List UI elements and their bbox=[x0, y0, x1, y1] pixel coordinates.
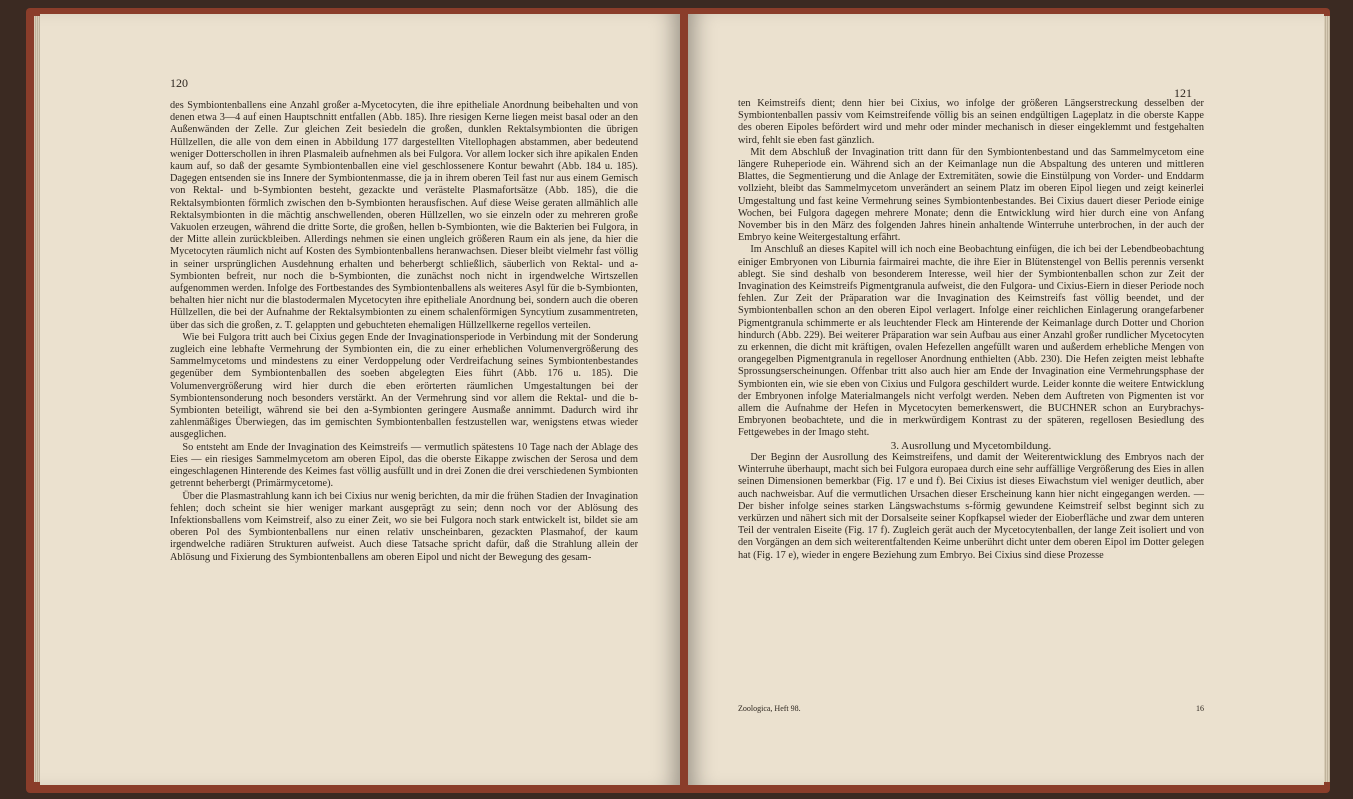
paragraph: Wie bei Fulgora tritt auch bei Cixius gegen Ende der Invaginationsperiode in Verbindung mit der Sonderung zugleich eine lebhafte Vermehrung der Symbionten ein, die zu einer erheblichen Volumenvergrößerung des Sammelmycetoms und mindestens zu einer Verdoppelung oder Verdreifachung seines Symbiontenbestandes gegenüber dem Symbiontenballen des soeben abgelegten Eies führt (Abb. 176 u. 185). Die Volumenvergrößerung wird hier durch die eben erörterten räumlichen Umgestaltungen bei der Symbiontensonderung noch besonders verstärkt. An der Vermehrung sind vor allem die Rektal- und die b-Symbionten beteiligt, während sie bei den a-Symbionten geringere Ausmaße annimmt. Dadurch wird ihr zahlenmäßiges Überwiegen, das im gemischten Symbiontenballen festzustellen war, wenigstens etwas wieder ausgeglichen. bbox=[170, 331, 638, 441]
page-number-left: 120 bbox=[170, 76, 188, 90]
footer-journal: Zoologica, Heft 98. bbox=[738, 704, 801, 713]
section-heading: 3. Ausrollung und Mycetombildung. bbox=[890, 439, 1052, 452]
paragraph: Über die Plasmastrahlung kann ich bei Cixius nur wenig berichten, da mir die frühen Stadien der Invagination fehlen; doch scheint sie hier weniger markant ausgeprägt zu sein; denn noch vor der Ablösung des Infektionsballens vom Keimstreif, also zu einer Zeit, wo sie bei Fulgora noch stark entwickelt ist, bildet sie am oberen Pol des Symbiontenballens nur einen relativ unscheinbaren, gezackten Plasmahof, der kaum irgendwelche radiären Strukturen aufweist. Auch diese Tatsache spricht dafür, daß die Strahlung allein der Ablösung und Fixierung des Symbiontenballens am oberen Eipol und nicht der Bewegung des gesam- bbox=[170, 490, 638, 563]
footer-signature: 16 bbox=[1196, 704, 1204, 713]
page-number-right: 121 bbox=[1174, 86, 1192, 100]
right-page-text bbox=[738, 98, 1204, 562]
paragraph: Im Anschluß an dieses Kapitel will ich noch eine Beobachtung einfügen, die ich bei der Lebendbeobachtung einiger Embryonen von Liburnia fairmairei machte, die ihre Eier in Blütenstengel von Bellis perennis versenkt ablegt. Sie sind deshalb von besonderem Interesse, weil hier der Symbiontenballen schon zur Zeit der Invagination des Keimstreifs Pigmentgranula aufweist, die den Fulgora- und Cixius-Eiern in dieser Periode noch fehlen. Zur Zeit der Präparation war die Invagination des Keimstreifs fast völlig beendet, und der Symbiontenballen schon an den oberen Eipol verlagert. Infolge einer reichlichen Einlagerung orangefarbener Pigmentgranula schimmerte er als leuchtender Fleck am Hinterende der Keimanlage durch Dotter und Chorion hindurch (Abb. 229). Bei weiterer Präparation war sein Aufbau aus einer Anzahl großer rundlicher Mycetocyten zu erkennen, die dicht mit kräftigen, ovalen Hefezellen angefüllt waren und außerdem erhebliche Mengen von orangegelben Pigmentgranula in regelloser Anordnung enthielten (Abb. 230). Die Hefen zeigten meist lebhafte Sprossungserscheinungen. Offenbar tritt also auch hier am Ende der Invagination eine Vermehrungsphase der Symbionten ein, wie sie eben von Cixius und Fulgora geschildert wurde. Leider konnte die weitere Entwicklung der Embryonen infolge Materialmangels nicht verfolgt werden. Neben dem Auftreten von Pigmenten ist vor allem die Aufnahme der Hefen in Mycetocyten bemerkenswert, die BUCHNER schon an Eurybrachys-Embryonen beobachtete, und die in merkwürdigem Kontrast zu der späteren, regellosen Besiedlung des Fettgewebes in der Imago steht. bbox=[738, 244, 1204, 439]
paragraph: Mit dem Abschluß der Invagination tritt dann für den Symbiontenbestand und das Sammelmycetom eine längere Ruheperiode ein. Während sich an der Keimanlage nun die Abspaltung des unteren und mittleren Blattes, die Segmentierung und die Anlage der Extremitäten, sowie die Einstülpung von Vorder- und Enddarm vollzieht, bleibt das Sammelmycetom unverändert an seinem Platz im oberen Eipol liegen und zeigt keinerlei Umgestaltung und fast keine Vermehrung seines Symbiontenbestandes. Bei Cixius dauert dieser Periode einige Wochen, bei Fulgora dagegen mehrere Monate; denn die Entwicklung wird hier durch eine von Anfang November bis in den März des folgenden Jahres hinein anhaltende Winterruhe unterbrochen, in der auch der Embryo keine Weitergestaltung erfährt. bbox=[738, 146, 1204, 244]
left-page bbox=[40, 14, 680, 785]
right-page bbox=[688, 14, 1324, 785]
paragraph: So entsteht am Ende der Invagination des Keimstreifs — vermutlich spätestens 10 Tage nach der Ablage des Eies — ein riesiges Sammelmycetom am oberen Eipol, das die oberste Eikappe zwischen der Serosa und dem eingeschlagenen Hinterende des Keimes fast völlig ausfüllt und in drei Zonen die drei verschiedenen Symbionten getrennt beherbergt (Primärmycetome). bbox=[170, 441, 638, 490]
paragraph: Der Beginn der Ausrollung des Keimstreifens, und damit der Weiterentwicklung des Embryos nach der Winterruhe überhaupt, macht sich bei Fulgora europaea durch eine sehr auffällige Vergrößerung des Eies in allen seinen Dimensionen bemerkbar (Fig. 17 e und f). Bei Cixius ist dieses Eiwachstum viel weniger deutlich, aber auch nachweisbar. Auf die vermutlichen Ursachen dieser Erscheinung kann hier nicht eingegangen werden. — Der bisher infolge seines starken Längswachstums s-förmig gewundene Keimstreif selbst beginnt sich zu verkürzen und nähert sich mit der Dorsalseite seiner Kopfkapsel wieder der Eioberfläche und zwar dem unteren Teil der ventralen Eiseite (Fig. 17 f). Zugleich gerät auch der Mycetocytenballen, der lange Zeit isoliert und von den Vorgängen an dem sich weiterentfaltenden Keime unberührt dicht unter dem oberen Eipol im Dotter gelegen hat (Fig. 17 e), wieder in engere Beziehung zum Embryo. Bei Cixius sind diese Prozesse bbox=[738, 451, 1204, 561]
paragraph: ten Keimstreifs dient; denn hier bei Cixius, wo infolge der größeren Längserstreckung desselben der Symbiontenballen passiv vom Keimstreifende völlig bis an seinen endgültigen Lageplatz in die oberste Kappe des oberen Eipoles befördert wird und mehr oder minder mechanisch in dieser eingeklemmt und festgehalten wird, fehlt sie eben fast gänzlich. bbox=[738, 98, 1204, 146]
paragraph: des Symbiontenballens eine Anzahl großer a-Mycetocyten, die ihre epitheliale Anordnung beibehalten und von denen etwa 3—4 auf einen Hauptschnitt entfallen (Abb. 185). Ihre riesigen Kerne liegen meist basal oder an den Außenwänden der Zelle. Zur gleichen Zeit besiedeln die großen, dunklen Rektalsymbionten die übrigen Hüllzellen, die alle von dem einen in Abbildung 177 dargestellten Vitellophagen abstammen, aber bedeutend weniger Dotterschollen in ihren Plasmaleib aufnehmen als bei Fulgora. Vor allem locker sich ihre apikalen Enden kaum auf, so daß der gesamte Symbiontenballen eine viel geschlossenere Kontur bewahrt (Abb. 184 u. 185). Dagegen entsenden sie ins Innere der Symbiontenmasse, die ja in ihrem oberen Teil fast nur aus einem Gemisch von Rektal- und b-Symbionten besteht, gezackte und verästelte Plasmafortsätze (Abb. 185), die die Rektalsymbionten förmlich zwischen den b-Symbionten herausfischen. Auf diese Weise geraten allmählich alle Rektalsymbionten in die mächtig anschwellenden, oberen Hüllzellen, wo sie einzeln oder zu mehreren große Vakuolen erzeugen, während die dritte Sorte, die großen, hellen b-Symbionten, wie die Bakterien bei Fulgora, in der Mitte allein zurückbleiben. Allerdings nehmen sie einen ungleich größeren Raum ein als jene, da hier die Mycetocyten räumlich nicht auf Kosten des Symbiontenballens heranwachsen. Dieser bleibt vielmehr fast völlig in seiner ursprünglichen Ausdehnung erhalten und beherbergt schließlich, säuberlich von Rektal- und a-Symbionten befreit, nur noch die b-Symbionten, die zunächst noch nicht in irgendwelche Wirtszellen aufgenommen werden. Infolge des Fortbestandes des Symbiontenballens als weiteres Asyl für die b-Symbionten, behalten hier nicht nur die blastodermalen Mycetocyten ihre epitheliale Anordnung bei, sondern auch die oberen Hüllzellen, die bei der Aufnahme der Rektalsymbionten zu einem schalenförmigen Syncytium zusammentreten, über das sich die großen, z. T. gelappten und gebuchteten ehemaligen Hüllzellkerne regellos verteilen. bbox=[170, 100, 638, 331]
left-page-text bbox=[170, 100, 638, 564]
page-footer bbox=[738, 704, 1204, 713]
